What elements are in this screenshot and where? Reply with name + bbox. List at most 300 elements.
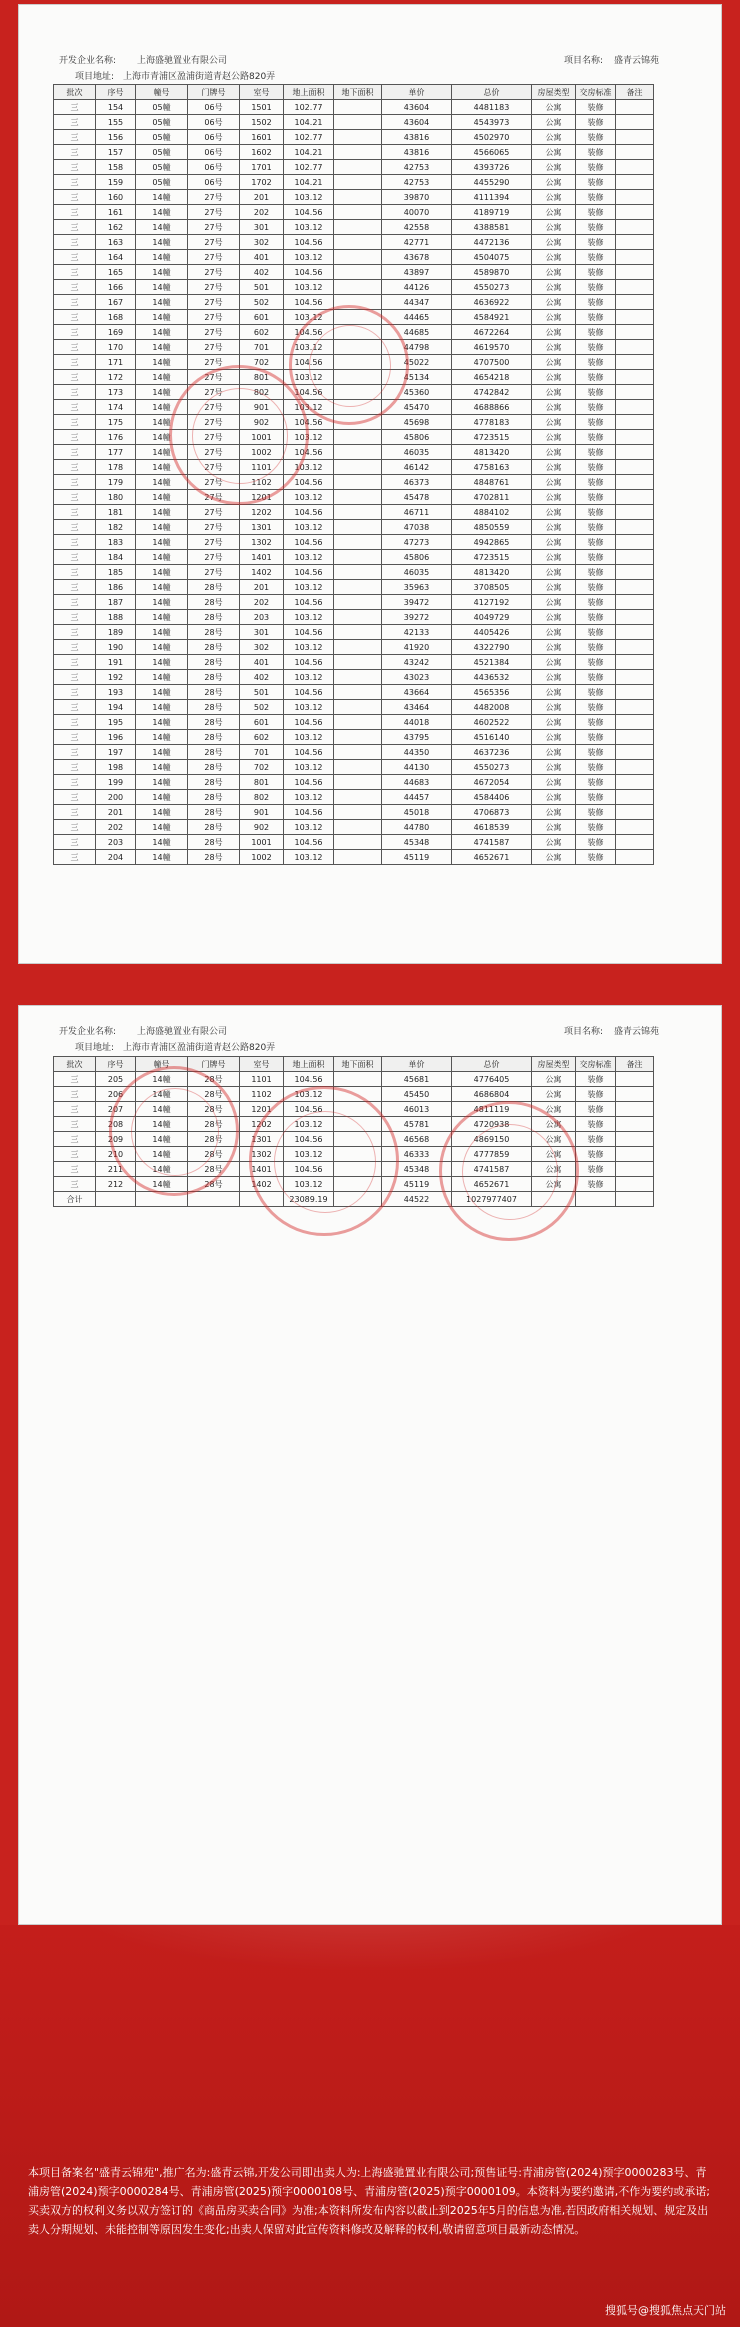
table-cell: 104.56 — [284, 565, 334, 580]
table-cell: 14幢 — [136, 640, 188, 655]
table-cell: 14幢 — [136, 610, 188, 625]
table-header-row — [54, 1057, 654, 1072]
table-cell — [616, 625, 654, 640]
table-cell: 45119 — [382, 1177, 452, 1192]
table-cell: 28号 — [188, 700, 240, 715]
table-cell: 14幢 — [136, 790, 188, 805]
table-cell: 192 — [96, 670, 136, 685]
table-cell: 装修 — [576, 490, 616, 505]
column-header: 室号 — [240, 85, 284, 100]
table-cell: 14幢 — [136, 430, 188, 445]
table-cell — [616, 655, 654, 670]
table-cell — [616, 355, 654, 370]
watermark-credit: 搜狐号@搜狐焦点天门站 — [605, 2304, 726, 2317]
table-cell: 43604 — [382, 115, 452, 130]
table-cell: 14幢 — [136, 310, 188, 325]
table-cell: 602 — [240, 325, 284, 340]
table-row — [54, 475, 654, 490]
table-row — [54, 535, 654, 550]
table-cell: 装修 — [576, 760, 616, 775]
table-cell: 装修 — [576, 1087, 616, 1102]
table-cell — [334, 790, 382, 805]
table-cell: 14幢 — [136, 385, 188, 400]
table-cell: 三 — [54, 175, 96, 190]
table-row — [54, 175, 654, 190]
table-cell: 公寓 — [532, 730, 576, 745]
table-cell: 103.12 — [284, 1147, 334, 1162]
table-cell — [616, 670, 654, 685]
table-cell: 28号 — [188, 1162, 240, 1177]
table-cell: 45022 — [382, 355, 452, 370]
table-cell: 401 — [240, 250, 284, 265]
table-cell: 三 — [54, 580, 96, 595]
table-cell: 43464 — [382, 700, 452, 715]
table-cell: 4706873 — [452, 805, 532, 820]
table-cell: 14幢 — [136, 1147, 188, 1162]
table-cell: 43816 — [382, 130, 452, 145]
table-cell: 4702811 — [452, 490, 532, 505]
table-cell: 4049729 — [452, 610, 532, 625]
table-cell: 302 — [240, 640, 284, 655]
table-cell: 公寓 — [532, 775, 576, 790]
table-cell: 28号 — [188, 1072, 240, 1087]
table-cell — [334, 835, 382, 850]
table-cell: 三 — [54, 250, 96, 265]
table-cell: 103.12 — [284, 820, 334, 835]
table-cell: 装修 — [576, 670, 616, 685]
table-cell: 公寓 — [532, 760, 576, 775]
table-cell — [616, 595, 654, 610]
table-cell: 05幢 — [136, 175, 188, 190]
table-cell: 4388581 — [452, 220, 532, 235]
table-cell: 三 — [54, 355, 96, 370]
table-cell — [616, 1102, 654, 1117]
table-cell — [334, 265, 382, 280]
column-header: 幢号 — [136, 1057, 188, 1072]
table-cell: 27号 — [188, 415, 240, 430]
table-cell: 4504075 — [452, 250, 532, 265]
table-cell: 三 — [54, 730, 96, 745]
table-cell — [334, 550, 382, 565]
table-cell: 装修 — [576, 355, 616, 370]
total-cell — [96, 1192, 136, 1207]
table-cell: 装修 — [576, 265, 616, 280]
table-cell: 4584406 — [452, 790, 532, 805]
table-cell: 45134 — [382, 370, 452, 385]
table-cell: 公寓 — [532, 820, 576, 835]
table-cell: 212 — [96, 1177, 136, 1192]
table-cell: 14幢 — [136, 490, 188, 505]
table-cell: 14幢 — [136, 475, 188, 490]
column-header: 总价 — [452, 1057, 532, 1072]
table-cell: 公寓 — [532, 100, 576, 115]
table-cell: 178 — [96, 460, 136, 475]
table-cell — [616, 415, 654, 430]
table-cell: 211 — [96, 1162, 136, 1177]
table-cell: 160 — [96, 190, 136, 205]
table-cell: 168 — [96, 310, 136, 325]
table-cell: 1602 — [240, 145, 284, 160]
table-cell — [334, 175, 382, 190]
table-cell — [616, 505, 654, 520]
table-cell: 203 — [240, 610, 284, 625]
table-cell: 14幢 — [136, 760, 188, 775]
table-cell: 176 — [96, 430, 136, 445]
table-cell: 14幢 — [136, 370, 188, 385]
table-cell: 44465 — [382, 310, 452, 325]
column-header: 室号 — [240, 1057, 284, 1072]
table-cell: 104.56 — [284, 505, 334, 520]
table-cell: 14幢 — [136, 775, 188, 790]
table-cell: 27号 — [188, 535, 240, 550]
table-cell — [616, 445, 654, 460]
table-cell: 27号 — [188, 280, 240, 295]
table-cell: 28号 — [188, 595, 240, 610]
table-cell: 装修 — [576, 1102, 616, 1117]
table-cell: 27号 — [188, 445, 240, 460]
table-cell — [334, 775, 382, 790]
table-cell: 44130 — [382, 760, 452, 775]
table-cell: 公寓 — [532, 550, 576, 565]
table-cell: 1502 — [240, 115, 284, 130]
table-cell: 公寓 — [532, 1177, 576, 1192]
table-cell: 装修 — [576, 820, 616, 835]
table-cell: 104.56 — [284, 295, 334, 310]
table-cell: 公寓 — [532, 1162, 576, 1177]
table-cell: 三 — [54, 700, 96, 715]
table-cell: 公寓 — [532, 640, 576, 655]
table-cell: 186 — [96, 580, 136, 595]
table-cell: 14幢 — [136, 715, 188, 730]
table-cell: 45360 — [382, 385, 452, 400]
table-cell — [616, 1132, 654, 1147]
table-cell: 公寓 — [532, 145, 576, 160]
decorative-wave — [0, 1895, 740, 1985]
table-cell: 14幢 — [136, 550, 188, 565]
table-cell: 装修 — [576, 745, 616, 760]
table-row — [54, 700, 654, 715]
column-header: 交房标准 — [576, 85, 616, 100]
table-cell: 三 — [54, 265, 96, 280]
table-cell: 4741587 — [452, 835, 532, 850]
table-cell: 装修 — [576, 565, 616, 580]
table-cell: 装修 — [576, 520, 616, 535]
column-header: 门牌号 — [188, 1057, 240, 1072]
table-cell: 公寓 — [532, 850, 576, 865]
table-cell — [616, 820, 654, 835]
table-cell: 4776405 — [452, 1072, 532, 1087]
table-cell: 装修 — [576, 445, 616, 460]
table-cell: 43242 — [382, 655, 452, 670]
table-cell: 公寓 — [532, 265, 576, 280]
address-label: 项目地址: — [75, 1043, 115, 1053]
table-cell: 28号 — [188, 1102, 240, 1117]
table-cell — [334, 1072, 382, 1087]
table-cell — [334, 625, 382, 640]
table-cell: 103.12 — [284, 550, 334, 565]
table-cell: 301 — [240, 625, 284, 640]
table-cell — [334, 250, 382, 265]
table-cell: 28号 — [188, 1147, 240, 1162]
table-cell: 公寓 — [532, 790, 576, 805]
table-cell: 4672264 — [452, 325, 532, 340]
table-cell: 装修 — [576, 805, 616, 820]
table-cell: 14幢 — [136, 400, 188, 415]
table-cell: 14幢 — [136, 340, 188, 355]
table-cell: 39870 — [382, 190, 452, 205]
table-cell: 三 — [54, 1072, 96, 1087]
table-cell — [616, 430, 654, 445]
table-cell: 28号 — [188, 1177, 240, 1192]
table-cell: 三 — [54, 550, 96, 565]
table-cell: 装修 — [576, 775, 616, 790]
table-cell: 装修 — [576, 370, 616, 385]
address: 上海市青浦区盈浦街道青赵公路820弄 — [123, 1043, 276, 1053]
table-cell: 公寓 — [532, 685, 576, 700]
table-cell — [616, 610, 654, 625]
table-row — [54, 250, 654, 265]
table-cell: 三 — [54, 820, 96, 835]
table-cell: 14幢 — [136, 1072, 188, 1087]
table-row — [54, 655, 654, 670]
disclaimer-text: 本项目备案名"盛青云锦苑",推广名为:盛青云锦,开发公司即出卖人为:上海盛驰置业有限公司;预售证号:青浦房管(2024)预字0000283号、青浦房管(2024)预字0000284号、青浦房管(2025)预字0000108号、青浦房管(2025)预字0000109。本资料为要约邀请,不作为要约或承诺;买卖双方的权利义务以双方签订的《商品房买卖合同》为准;本资料所发布内容以截止到2025年5月的信息为准,若因政府相关规划、规定及出卖人分期规划、未能控制等原因发生变化;出卖人保留对此宣传资料修改及解释的权利,敬请留意项目最新动态情况。 — [28, 2166, 710, 2236]
table-cell: 103.12 — [284, 580, 334, 595]
table-cell: 装修 — [576, 220, 616, 235]
table-cell: 167 — [96, 295, 136, 310]
table-cell: 4723515 — [452, 430, 532, 445]
table-cell: 1201 — [240, 490, 284, 505]
table-cell: 103.12 — [284, 670, 334, 685]
table-cell: 14幢 — [136, 835, 188, 850]
table-cell: 公寓 — [532, 700, 576, 715]
table-cell: 193 — [96, 685, 136, 700]
table-cell: 27号 — [188, 235, 240, 250]
table-cell: 802 — [240, 790, 284, 805]
table-cell: 4869150 — [452, 1132, 532, 1147]
table-cell: 14幢 — [136, 1102, 188, 1117]
table-cell: 公寓 — [532, 1117, 576, 1132]
table-cell: 装修 — [576, 430, 616, 445]
table-cell: 05幢 — [136, 115, 188, 130]
table-cell: 1101 — [240, 460, 284, 475]
table-cell: 公寓 — [532, 460, 576, 475]
table-cell: 公寓 — [532, 1072, 576, 1087]
table-cell: 103.12 — [284, 310, 334, 325]
table-row — [54, 595, 654, 610]
table-cell: 205 — [96, 1072, 136, 1087]
price-table-1 — [53, 84, 654, 865]
table-row — [54, 805, 654, 820]
table-row — [54, 610, 654, 625]
table-cell: 206 — [96, 1087, 136, 1102]
table-cell: 公寓 — [532, 1147, 576, 1162]
table-cell — [334, 565, 382, 580]
table-cell — [334, 730, 382, 745]
table-cell: 公寓 — [532, 430, 576, 445]
table-cell: 装修 — [576, 100, 616, 115]
table-cell: 1401 — [240, 550, 284, 565]
table-cell: 210 — [96, 1147, 136, 1162]
table-cell: 三 — [54, 340, 96, 355]
table-cell: 公寓 — [532, 280, 576, 295]
table-cell — [616, 340, 654, 355]
table-cell: 45470 — [382, 400, 452, 415]
table-row — [54, 565, 654, 580]
table-cell: 公寓 — [532, 250, 576, 265]
table-cell: 装修 — [576, 1132, 616, 1147]
table-cell: 103.12 — [284, 460, 334, 475]
table-cell: 162 — [96, 220, 136, 235]
table-cell: 27号 — [188, 250, 240, 265]
table-cell — [334, 235, 382, 250]
table-cell: 104.56 — [284, 1102, 334, 1117]
table-row — [54, 430, 654, 445]
table-cell: 104.21 — [284, 145, 334, 160]
table-cell: 1501 — [240, 100, 284, 115]
table-cell: 172 — [96, 370, 136, 385]
total-cell: 合计 — [54, 1192, 96, 1207]
table-cell: 公寓 — [532, 310, 576, 325]
table-cell: 4758163 — [452, 460, 532, 475]
column-header: 幢号 — [136, 85, 188, 100]
table-cell: 201 — [96, 805, 136, 820]
table-cell: 27号 — [188, 265, 240, 280]
table-row — [54, 100, 654, 115]
table-cell: 27号 — [188, 295, 240, 310]
table-cell: 165 — [96, 265, 136, 280]
table-cell: 801 — [240, 370, 284, 385]
table-row — [54, 460, 654, 475]
table-cell: 27号 — [188, 460, 240, 475]
table-cell: 202 — [240, 205, 284, 220]
table-cell: 装修 — [576, 280, 616, 295]
table-cell — [616, 685, 654, 700]
table-cell: 公寓 — [532, 625, 576, 640]
table-cell: 501 — [240, 280, 284, 295]
table-cell: 4707500 — [452, 355, 532, 370]
table-row — [54, 820, 654, 835]
table-cell: 170 — [96, 340, 136, 355]
table-cell: 装修 — [576, 175, 616, 190]
table-cell: 公寓 — [532, 580, 576, 595]
table-cell: 43023 — [382, 670, 452, 685]
table-cell: 402 — [240, 670, 284, 685]
table-cell: 05幢 — [136, 145, 188, 160]
table-cell: 1101 — [240, 1072, 284, 1087]
table-cell: 44018 — [382, 715, 452, 730]
table-cell: 3708505 — [452, 580, 532, 595]
table-cell: 28号 — [188, 625, 240, 640]
table-cell — [616, 1177, 654, 1192]
table-cell: 42771 — [382, 235, 452, 250]
total-cell — [188, 1192, 240, 1207]
table-row — [54, 835, 654, 850]
table-cell — [616, 715, 654, 730]
table-cell: 198 — [96, 760, 136, 775]
table-cell: 06号 — [188, 100, 240, 115]
table-cell: 装修 — [576, 325, 616, 340]
table-cell: 三 — [54, 415, 96, 430]
table-cell — [616, 460, 654, 475]
table-cell: 装修 — [576, 790, 616, 805]
column-header: 总价 — [452, 85, 532, 100]
table-cell: 公寓 — [532, 385, 576, 400]
table-cell: 1002 — [240, 445, 284, 460]
table-cell: 14幢 — [136, 1132, 188, 1147]
table-cell: 104.56 — [284, 235, 334, 250]
table-cell: 44780 — [382, 820, 452, 835]
table-cell — [334, 160, 382, 175]
table-cell: 公寓 — [532, 415, 576, 430]
table-cell: 三 — [54, 160, 96, 175]
table-cell — [334, 145, 382, 160]
column-header: 地下面积 — [334, 85, 382, 100]
table-cell: 三 — [54, 715, 96, 730]
developer-name: 上海盛驰置业有限公司 — [137, 1027, 228, 1037]
column-header: 门牌号 — [188, 85, 240, 100]
table-cell: 装修 — [576, 415, 616, 430]
table-cell: 27号 — [188, 400, 240, 415]
table-cell: 三 — [54, 295, 96, 310]
table-cell: 三 — [54, 610, 96, 625]
table-cell: 103.12 — [284, 250, 334, 265]
total-cell: 23089.19 — [284, 1192, 334, 1207]
table-row — [54, 550, 654, 565]
table-cell — [334, 205, 382, 220]
table-cell: 45806 — [382, 550, 452, 565]
table-cell: 三 — [54, 1177, 96, 1192]
table-cell: 三 — [54, 190, 96, 205]
table-cell: 701 — [240, 340, 284, 355]
table-cell — [616, 265, 654, 280]
table-cell — [616, 250, 654, 265]
table-cell — [334, 280, 382, 295]
table-cell: 14幢 — [136, 670, 188, 685]
table-cell: 三 — [54, 1087, 96, 1102]
table-cell: 194 — [96, 700, 136, 715]
table-cell: 公寓 — [532, 490, 576, 505]
table-cell: 301 — [240, 220, 284, 235]
table-cell: 103.12 — [284, 1117, 334, 1132]
table-cell: 14幢 — [136, 820, 188, 835]
table-cell: 28号 — [188, 775, 240, 790]
table-cell: 公寓 — [532, 670, 576, 685]
table-cell: 装修 — [576, 205, 616, 220]
table-cell: 102.77 — [284, 160, 334, 175]
column-header: 序号 — [96, 85, 136, 100]
table-cell: 104.56 — [284, 325, 334, 340]
table-cell: 4566065 — [452, 145, 532, 160]
table-cell — [616, 280, 654, 295]
table-cell: 公寓 — [532, 160, 576, 175]
table-cell — [616, 580, 654, 595]
table-cell: 46013 — [382, 1102, 452, 1117]
table-cell: 三 — [54, 475, 96, 490]
table-cell: 28号 — [188, 1087, 240, 1102]
table-cell: 103.12 — [284, 340, 334, 355]
table-cell: 公寓 — [532, 610, 576, 625]
table-cell: 14幢 — [136, 685, 188, 700]
table-cell — [616, 160, 654, 175]
table-cell: 公寓 — [532, 1087, 576, 1102]
table-cell: 28号 — [188, 850, 240, 865]
table-cell: 104.56 — [284, 655, 334, 670]
column-header: 交房标准 — [576, 1057, 616, 1072]
table-cell: 27号 — [188, 490, 240, 505]
table-cell: 14幢 — [136, 1087, 188, 1102]
table-cell: 三 — [54, 670, 96, 685]
table-cell: 28号 — [188, 730, 240, 745]
